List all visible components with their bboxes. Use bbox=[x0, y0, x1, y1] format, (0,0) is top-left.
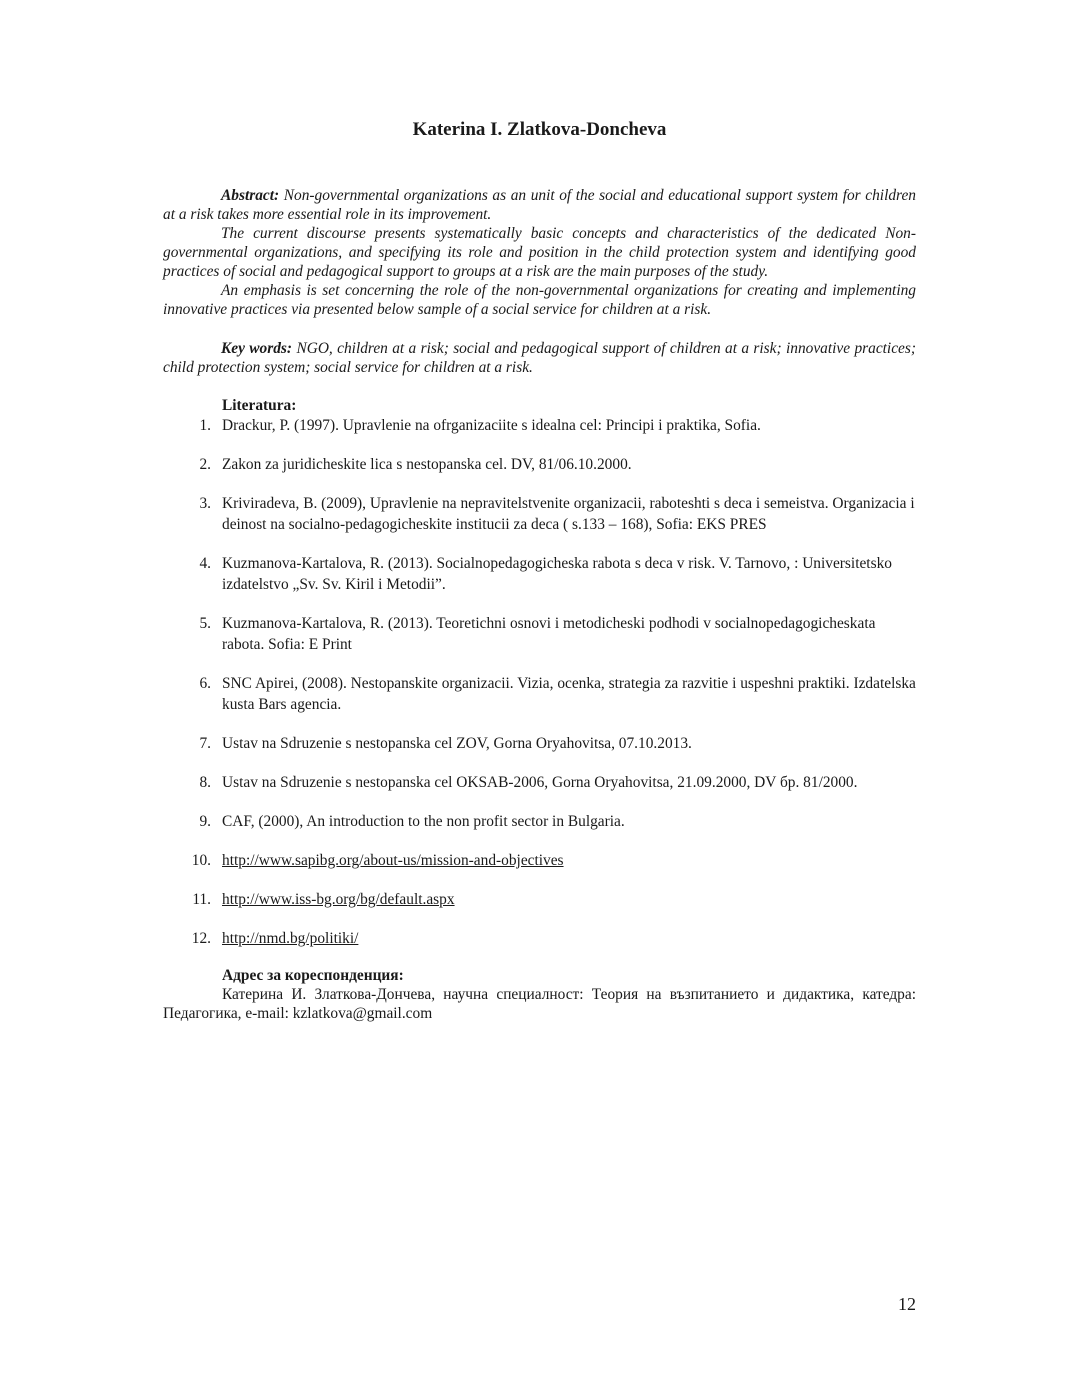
keywords-label: Key words: bbox=[221, 340, 293, 357]
page-number: 12 bbox=[898, 1294, 916, 1314]
reference-item: 4. Kuzmanova-Kartalova, R. (2013). Socialnopedagogicheska rabota s deca v risk. V. Tarnovo, : Universitetsko izdatelstvo „Sv. Sv. Kiril i Metodii”. bbox=[199, 555, 892, 593]
reference-text: Zakon za juridicheskite lica s nestopanska cel. DV, 81/06.10.2000. bbox=[222, 456, 632, 473]
abstract bbox=[163, 186, 916, 319]
reference-text: CAF, (2000), An introduction to the non profit sector in Bulgaria. bbox=[222, 813, 625, 830]
keywords bbox=[163, 339, 916, 377]
reference-link[interactable]: http://www.iss-bg.org/bg/default.aspx bbox=[222, 891, 455, 908]
reference-link[interactable]: http://nmd.bg/politiki/ bbox=[222, 930, 359, 947]
reference-text: Ustav na Sdruzenie s nestopanska cel OKSAB-2006, Gorna Oryahovitsa, 21.09.2000, DV бр. 81/2000. bbox=[222, 774, 858, 791]
reference-text: Drackur, P. (1997). Upravlenie na ofrganizaciite s idealna cel: Principi i praktika, Sofia. bbox=[222, 417, 761, 434]
abstract-label: Abstract: bbox=[221, 187, 280, 204]
keywords-text: NGO, children at a risk; social and pedagogical support of children at a risk; innovative practices; child protection system; social service for children at a risk. bbox=[163, 340, 916, 376]
reference-text: Kriviradeva, B. (2009), Upravlenie na nepravitelstvenite organizacii, raboteshti s deca i semeistva. Organizacia i deinost na socialno-pedagogicheskite institucii za deca ( s.133 – 168), Sofia: EKS PRES bbox=[222, 495, 915, 533]
abstract-text-2: The current discourse presents systematically basic concepts and characteristics of the dedicated Non-governmental organizations, and specifying its role and position in the child protection system and identifying good practices of social and pedagogical support to groups at a risk are the main purposes of the study. bbox=[163, 225, 916, 280]
abstract-paragraph-1 bbox=[163, 186, 916, 224]
correspondence-details: Катерина И. Златкова-Дончева, научна специалност: Теория на възпитанието и дидактика, катедра: Педагогика, e-mail: kzlatkova@gmail.com bbox=[163, 986, 916, 1022]
reference-item: 11. http://www.iss-bg.org/bg/default.aspx bbox=[192, 891, 455, 908]
reference-item: 9. CAF, (2000), An introduction to the non profit sector in Bulgaria. bbox=[199, 813, 625, 830]
reference-item: 7. Ustav na Sdruzenie s nestopanska cel ZOV, Gorna Oryahovitsa, 07.10.2013. bbox=[199, 735, 692, 752]
correspondence-heading: Адрес за кореспонденция: bbox=[222, 967, 404, 984]
reference-item: 5. Kuzmanova-Kartalova, R. (2013). Teoretichni osnovi i metodicheski podhodi v socialnopedagogicheskata rabota. Sofia: E Print bbox=[199, 615, 876, 653]
abstract-paragraph-3 bbox=[163, 281, 916, 319]
correspondence-text bbox=[163, 985, 916, 1023]
abstract-text-3: An emphasis is set concerning the role of the non-governmental organizations for creating and implementing innovative practices via presented below sample of a social service for children at a risk. bbox=[163, 282, 916, 318]
reference-item: 12. http://nmd.bg/politiki/ bbox=[191, 930, 359, 947]
reference-list bbox=[163, 415, 916, 967]
reference-text: Kuzmanova-Kartalova, R. (2013). Socialnopedagogicheska rabota s deca v risk. V. Tarnovo, : Universitetsko izdatelstvo „Sv. Sv. Kiril i Metodii”. bbox=[222, 555, 892, 593]
reference-item: 8. Ustav na Sdruzenie s nestopanska cel OKSAB-2006, Gorna Oryahovitsa, 21.09.2000, DV бр. 81/2000. bbox=[199, 774, 858, 791]
reference-link[interactable]: http://www.sapibg.org/about-us/mission-and-objectives bbox=[222, 852, 564, 869]
reference-text: SNC Apirei, (2008). Nestopanskite organizacii. Vizia, ocenka, strategia za razvitie i uspeshni praktiki. Izdatelska kusta Bars agencia. bbox=[222, 675, 916, 713]
reference-item: 2. Zakon za juridicheskite lica s nestopanska cel. DV, 81/06.10.2000. bbox=[199, 456, 632, 473]
abstract-paragraph-2 bbox=[163, 224, 916, 281]
reference-item: 10. http://www.sapibg.org/about-us/mission-and-objectives bbox=[191, 852, 564, 869]
reference-item: 6. SNC Apirei, (2008). Nestopanskite organizacii. Vizia, ocenka, strategia za razvitie i uspeshni praktiki. Izdatelska kusta Bars agencia. bbox=[199, 675, 916, 713]
reference-item: 3. Kriviradeva, B. (2009), Upravlenie na nepravitelstvenite organizacii, raboteshti s deca i semeistva. Organizacia i deinost na socialno-pedagogicheskite institucii za deca ( s.133 – 168), Sofia: EKS PRES bbox=[199, 495, 915, 533]
author-name: Katerina I. Zlatkova-Doncheva bbox=[412, 119, 667, 140]
reference-item: 1. Drackur, P. (1997). Upravlenie na ofrganizaciite s idealna cel: Principi i praktika, Sofia. bbox=[199, 417, 761, 434]
literature-heading: Literatura: bbox=[222, 397, 297, 414]
reference-text: Kuzmanova-Kartalova, R. (2013). Teoretichni osnovi i metodicheski podhodi v socialnopedagogicheskata rabota. Sofia: E Print bbox=[222, 615, 876, 653]
reference-text: Ustav na Sdruzenie s nestopanska cel ZOV, Gorna Oryahovitsa, 07.10.2013. bbox=[222, 735, 692, 752]
abstract-text-1: Non-governmental organizations as an unit of the social and educational support system for children at a risk takes more essential role in its improvement. bbox=[163, 187, 916, 223]
